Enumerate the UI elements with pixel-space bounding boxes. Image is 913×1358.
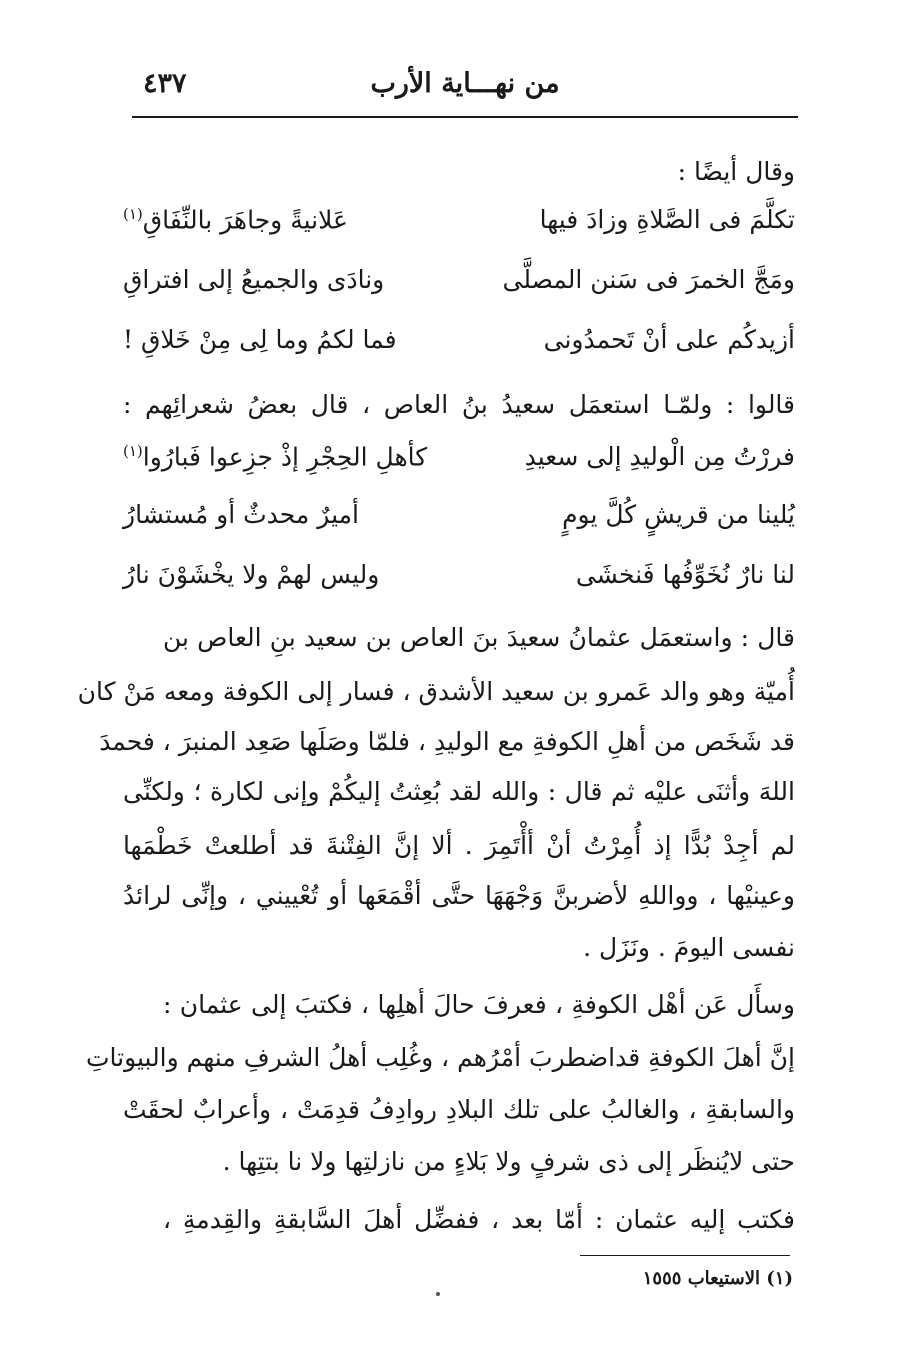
verse-first-hemistich: لنا نارٌ نُخَوِّفُها فَنخشَى [575, 560, 795, 589]
intro-line: قالوا : ولمّـا استعمَل سعيدُ بنُ العاص ، قال بعضُ شعرائِهم : [123, 390, 795, 419]
paragraph-line: لم أجِدْ بُدًّا إذ أُمِرْتُ أنْ أأْتَمِرَ . ألا إنَّ الفِتْنةَ قد أطلعتْ خَطْمَها [123, 831, 795, 860]
verse-second-hemistich: أميرٌ محدثٌ أو مُستشارُ [123, 500, 359, 529]
verse-line [123, 325, 795, 369]
print-speck [436, 1292, 440, 1296]
paragraph-line: إنَّ أهلَ الكوفةِ قداضطربَ أمْرُهم ، وغُلِب أهلُ الشرفِ منهم والبيوتاتِ [85, 1043, 795, 1072]
paragraph-line: والسابقةِ ، والغالبُ على تلك البلادِ روادِفُ قدِمَتْ ، وأعرابٌ لحقَتْ [123, 1095, 795, 1124]
paragraph-line: حتى لايُنظَر إلى ذى شرفٍ ولا بَلاءٍ من نازلتِها ولا نا بتتِها . [222, 1147, 795, 1176]
page-header [135, 68, 795, 108]
header-rule [132, 116, 798, 118]
verse-second-hemistich: عَلانيةً وجاهَرَ بالنِّفَاقِ$^{(١)}$ [123, 205, 348, 235]
verse-line [123, 500, 795, 544]
verse-line [123, 265, 795, 309]
verse-second-hemistich: وليس لهمْ ولا يخْشَوْنَ نارُ [123, 560, 380, 589]
paragraph-line: وسأَل عَن أهْل الكوفةِ ، فعرفَ حالَ أهلِها ، فكتبَ إلى عثمان : [163, 990, 795, 1019]
paragraph-line: قد شَخَص من أهلِ الكوفةِ مع الوليدِ ، فلمّا وصَلَها صَعِد المنبرَ ، فحمدَ [99, 727, 795, 756]
paragraph-line: نفسى اليومَ . ونَزَل . [583, 933, 795, 962]
verse-second-hemistich: ونادَى والجميعُ إلى افتراقِ [123, 265, 385, 294]
footnote-marker: (١) [123, 442, 143, 460]
footnote-marker: (١) [123, 205, 143, 223]
paragraph-line: وعينيْها ، وواللهِ لأضربنَّ وَجْهَهَا حتَّى أقْمَعَها أو تُعْييني ، وإنِّى لرائدُ [123, 881, 795, 910]
verse-line [123, 442, 795, 486]
footnote: (١) الاستيعاب ١٥٥٥ [642, 1268, 793, 1289]
verse-first-hemistich: أزيدكُم على أنْ تَحمدُونى [543, 325, 795, 354]
verse-first-hemistich: فررْتُ مِن الْوليدِ إلى سعيدِ [524, 442, 795, 471]
footnote-rule [580, 1255, 790, 1256]
paragraph-line: اللهَ وأثنَى عليْه ثم قال : والله لقد بُعِثتُ إليكُمْ وإنى لكارة ؛ ولكنِّى [123, 777, 795, 806]
intro-line: وقال أيضًا : [677, 157, 795, 186]
paragraph-line: فكتب إليه عثمان : أمّا بعد ، ففضِّل أهلَ السَّابقةِ والقِدمةِ ، [163, 1205, 795, 1234]
verse-second-hemistich: كأهلِ الحِجْرِ إذْ جزِعوا فَبارُوا$^{(١)}$ [123, 442, 428, 472]
page-number: ٤٣٧ [143, 68, 187, 99]
verse-line [123, 205, 795, 249]
verse-first-hemistich: ومَجَّ الخمرَ فى سَنن المصلَّى [502, 265, 795, 294]
verse-first-hemistich: يُلينا من قريشٍ كُلَّ يومٍ [562, 500, 795, 529]
running-title: من نهـــاية الأرب [370, 68, 560, 99]
verse-first-hemistich: تكلَّمَ فى الصَّلاةِ وزادَ فيها [539, 205, 795, 234]
paragraph-line: أُميّة وهو والد عَمرو بن سعيد الأشدق ، فسار إلى الكوفة ومعه مَنْ كان [77, 677, 795, 706]
verse-line [123, 560, 795, 604]
verse-second-hemistich: فما لكمُ وما لِى مِنْ خَلاقِ ! [123, 325, 397, 354]
paragraph-line: قال : واستعمَل عثمانُ سعيدَ بنَ العاص بن سعيد بنِ العاص بن [163, 623, 795, 652]
